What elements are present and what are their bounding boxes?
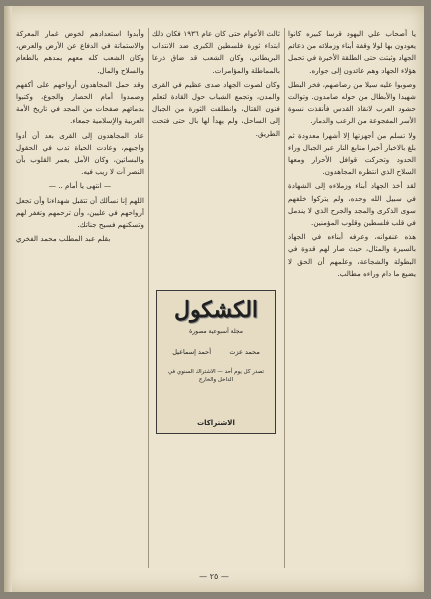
column-divider — [148, 28, 149, 568]
column-divider — [284, 28, 285, 568]
paragraph: — انتهى يا أمام .. — — [48, 181, 112, 191]
paragraph: هذه عنفوانه، وعرفه أبناءه في الجهاد بالسيرة والمثال، حيث صار لهم قدوة في البطولة والشجاعة، وعلمهم أن الحق لا يضيع ما دام وراءه مطالب. — [288, 232, 416, 278]
page-binding-edge — [4, 6, 12, 592]
ad-note: تصدر كل يوم أحد — الاشتراك السنوي في الداخل والخارج — [167, 369, 265, 384]
paragraph: اللهم إنا نسألك أن تتقبل شهداءنا وأن تجعل أرواحهم في عليين، وأن ترحمهم وتغفر لهم وتسكنهم فسيح جناتك. — [16, 195, 144, 230]
ad-names — [163, 346, 269, 358]
document-page — [4, 6, 424, 592]
page-number: — ٢٥ — — [199, 572, 229, 581]
column-left — [16, 28, 144, 568]
text-columns — [16, 28, 416, 568]
ad-footer: الاشتراكات — [197, 418, 235, 427]
paragraph: وأبدوا استعدادهم لخوض غمار المعركة والاستماتة في الدفاع عن الأرض والعرض، وكان الشعب كله معهم يمدهم بالطعام والسلاح والمال. — [16, 29, 144, 75]
ad-name: محمد عزت — [229, 348, 260, 357]
page-number-value: ٢٥ — [209, 572, 219, 581]
paragraph: ثالث الأعوام حتى كان عام ١٩٣٦ فكان ذلك ابتداء ثورة فلسطين الكبرى ضد الانتداب البريطاني، وكان الشعب قد ضاق ذرعا بالمماطلة والمؤامرات. — [152, 29, 280, 75]
paragraph: وقد حمل المجاهدون أرواحهم على أكفهم وصمدوا أمام الحصار والجوع، وكتبوا بدمائهم صفحات من المجد في تاريخ الأمة العربية والإسلامية جمعاء. — [16, 79, 144, 126]
paragraph: وصوبوا عليه سيلا من رصاصهم، فخر البطل شهيدا والأبطال من حوله صامدون. وتوالت حشود العرب لانقاذ القدس فأنقذت نسوة الأسر المفجوعة من الرعب والدمار. — [288, 79, 416, 126]
paragraph: عاد المجاهدون إلى القرى بعد أن أدوا واجبهم، وعادت الحياة تدب في الحقول والبساتين، وكان الأمل يعمر القلوب بأن النصر آت لا ريب فيه. — [16, 130, 144, 177]
paragraph: يا أصحاب علي اليهود قرسا كبيره كانوا يعودون بها لولا وقفة أبناء وزملائه من ذعائم الجهاد وثبتت حتى الطلقة الأخيرة في تحمل هؤلاء الجهاد وهم عائدون إلى جواره. — [288, 29, 416, 75]
paragraph: لقد أخذ الجهاد أبناء وزملاءه إلى الشهادة في سبيل الله وحده، ولم يتركوا خلفهم سوى الذكرى والمجد والجرح الذي لا يندمل في قلب فلسطين وقلوب المؤمنين. — [288, 181, 416, 228]
ad-name: أحمد إسماعيل — [172, 348, 212, 357]
column-middle — [152, 28, 280, 568]
ad-title: الكشكول — [173, 297, 259, 323]
paragraph: وكان لصوت الجهاد صدى عظيم في القرى والمدن، وتجمع الشباب حول القادة لتعلم فنون القتال، وانطلقت الثورة من الجبال إلى الساحل، ولم يهدأ لها بال حتى فتحت الطريق. — [152, 79, 280, 138]
column-right — [288, 28, 416, 568]
advertisement-box — [156, 290, 276, 434]
author-signature: بقلم عبد المطلب محمد الفخري — [16, 234, 111, 244]
ad-subtitle: مجلة أسبوعية مصورة — [189, 328, 243, 335]
paragraph: ولا تسلم من أجهزتها إلا أشهرا معدودة ثم بلغ بالاخبار أخيرا منابع النار عبر الجبال وراء الحدود وتحركت قوافل الأحرار ومعها السلاح الذي انتظره المجاهدون. — [288, 130, 416, 177]
